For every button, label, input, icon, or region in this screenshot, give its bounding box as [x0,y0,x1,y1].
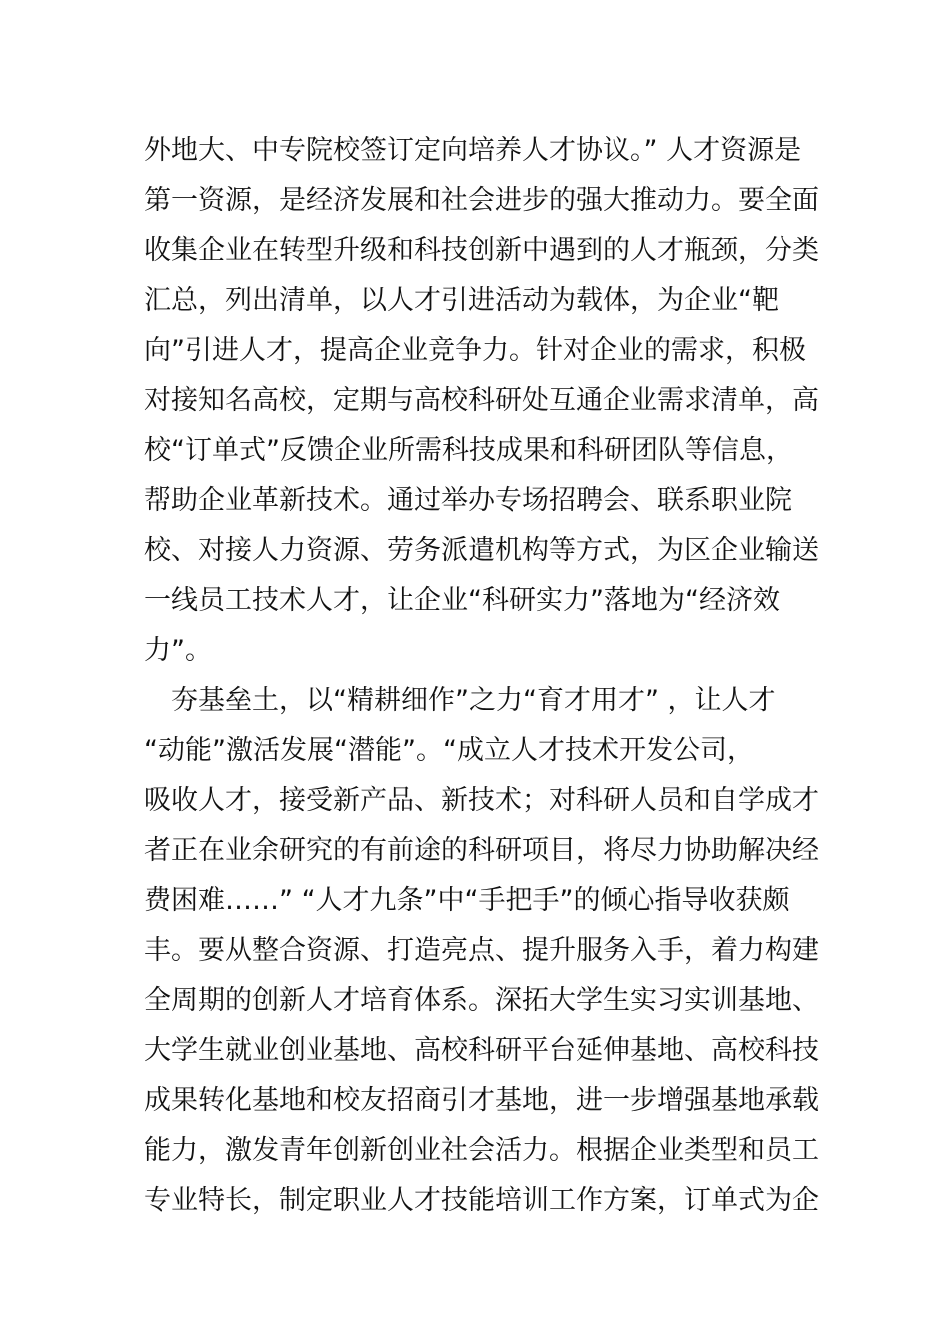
text-line: 对接知名高校，定期与高校科研处互通企业需求清单，高 [144,385,819,416]
paragraph-start-line: 夯基垒土，以“精耕细作”之力“育才用才” ，让人才 [171,685,776,716]
text-line: 者正在业余研究的有前途的科研项目，将尽力协助解决经 [144,835,819,866]
text-line: 力”。 [144,635,212,666]
body-text [144,126,824,1226]
text-line: 费困难……” “人才九条”中“手把手”的倾心指导收获颇 [144,885,790,916]
text-line: 第一资源，是经济发展和社会进步的强大推动力。要全面 [144,185,819,216]
text-line: 丰。要从整合资源、打造亮点、提升服务入手，着力构建 [144,935,819,966]
text-line: 收集企业在转型升级和科技创新中遇到的人才瓶颈，分类 [144,235,819,266]
text-line: 成果转化基地和校友招商引才基地，进一步增强基地承载 [144,1085,819,1116]
text-line: 一线员工技术人才，让企业“科研实力”落地为“经济效 [144,585,780,616]
text-line: 全周期的创新人才培育体系。深拓大学生实习实训基地、 [144,985,819,1016]
text-line: 专业特长，制定职业人才技能培训工作方案，订单式为企 [144,1185,819,1216]
text-line: 校、对接人力资源、劳务派遣机构等方式，为区企业输送 [144,535,819,566]
text-line: 外地大、中专院校签订定向培养人才协议。” 人才资源是 [144,135,802,166]
text-line: 大学生就业创业基地、高校科研平台延伸基地、高校科技 [144,1035,819,1066]
text-line: 汇总，列出清单，以人才引进活动为载体，为企业“靶 [144,285,779,316]
text-line: 校“订单式”反馈企业所需科技成果和科研团队等信息， [144,435,793,466]
text-line: 能力，激发青年创新创业社会活力。根据企业类型和员工 [144,1135,819,1166]
text-line: 吸收人才，接受新产品、新技术；对科研人员和自学成才 [144,785,819,816]
text-line: 向”引进人才，提高企业竞争力。针对企业的需求，积极 [144,335,806,366]
text-line: “动能”激活发展“潜能”。“成立人才技术开发公司， [144,735,754,766]
text-line: 帮助企业革新技术。通过举办专场招聘会、联系职业院 [144,485,792,516]
